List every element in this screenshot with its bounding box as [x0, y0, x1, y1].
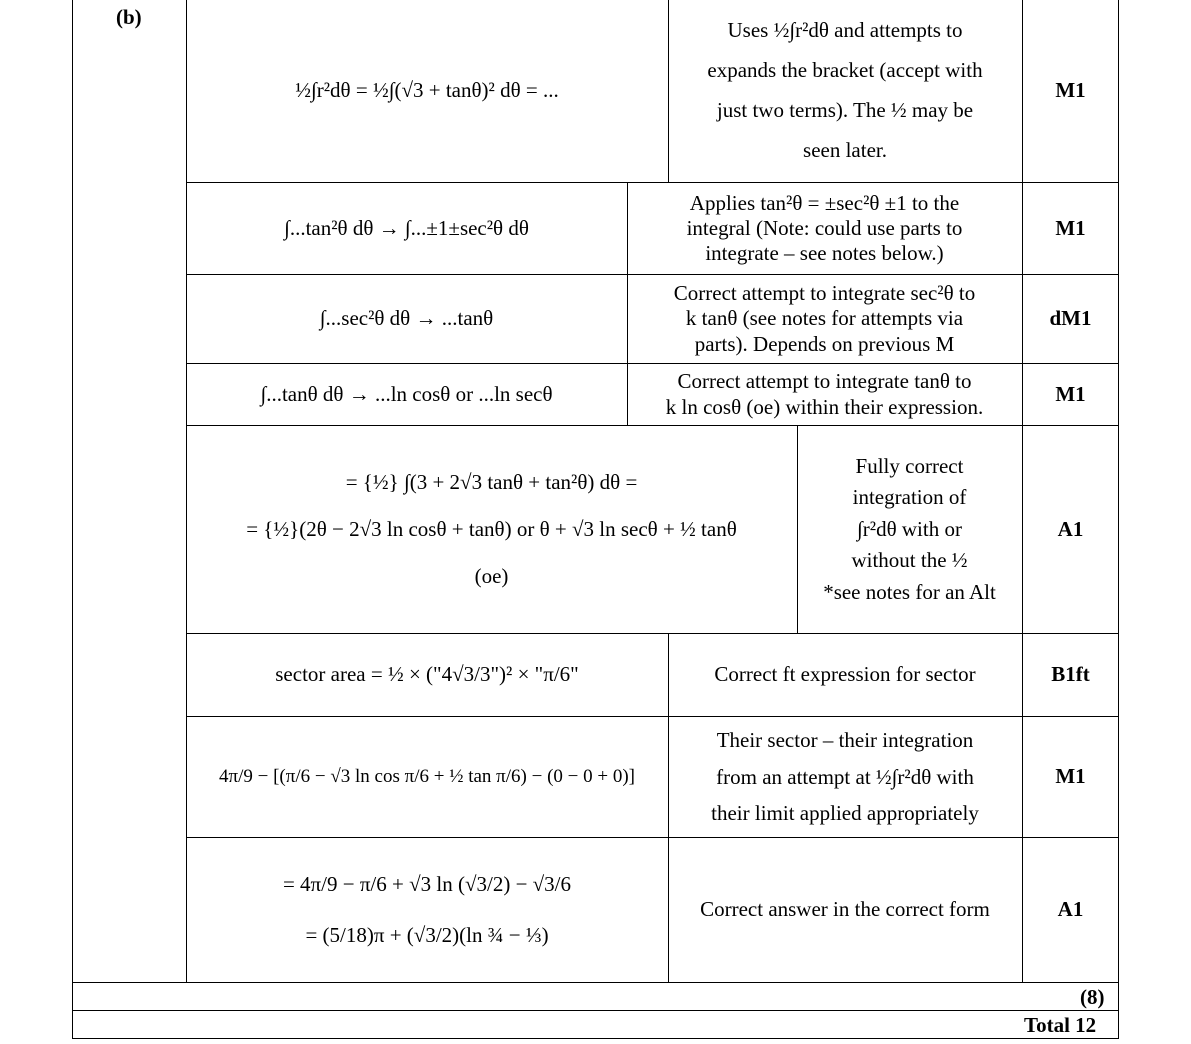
working-row-7: 4π/9 − [(π/6 − √3 ln cos π/6 + ½ tan π/6) − (0 − 0 + 0)] — [219, 765, 635, 787]
right-border — [1118, 0, 1119, 1039]
subtotal-marks: (8) — [1080, 985, 1105, 1009]
table-bottom-divider — [72, 982, 1118, 983]
working-row-5-line-1: = {½} ∫(3 + 2√3 tanθ + tan²θ) dθ = — [345, 469, 638, 494]
note-row-3: Correct attempt to integrate sec²θ to k tanθ (see notes for attempts via parts). Depends on previous M — [673, 281, 976, 356]
total-divider — [72, 1010, 1118, 1011]
working-row-5-line-2: = {½}(2θ − 2√3 ln cosθ + tanθ) or θ + √3 ln secθ + ½ tanθ — [246, 516, 737, 541]
working-row-2: ∫...tan²θ dθ → ∫...±1±sec²θ dθ — [284, 215, 529, 240]
mark-row-7: M1 — [1055, 764, 1086, 789]
mark-row-2: M1 — [1055, 215, 1086, 240]
note-row-7: Their sector – their integration from an attempt at ½∫r²dθ with their limit applied appropriately — [711, 727, 979, 826]
note-row-8: Correct answer in the correct form — [700, 897, 990, 922]
table-bottom-border — [72, 1038, 1118, 1039]
mark-row-1: M1 — [1055, 78, 1086, 103]
working-row-8-line-1: = 4π/9 − π/6 + √3 ln (√3/2) − √3/6 — [282, 871, 572, 896]
note-row-6: Correct ft expression for sector — [714, 662, 976, 687]
mark-row-4: M1 — [1055, 381, 1086, 406]
working-row-4: ∫...tanθ dθ → ...ln cosθ or ...ln secθ — [260, 381, 553, 406]
part-label: (b) — [116, 5, 142, 29]
left-border — [72, 0, 73, 1039]
mark-row-3: dM1 — [1049, 306, 1092, 331]
working-row-5 — [187, 426, 796, 633]
note-row-2: Applies tan²θ = ±sec²θ ±1 to the integral (Note: could use parts to integrate – see notes below.) — [686, 190, 963, 266]
working-row-1: ½∫r²dθ = ½∫(√3 + tanθ)² dθ = ... — [295, 78, 559, 103]
working-row-3: ∫...sec²θ dθ → ...tanθ — [319, 306, 494, 331]
mark-row-6: B1ft — [1051, 662, 1090, 687]
working-row-8 — [187, 838, 667, 982]
working-row-6: sector area = ½ × ("4√3/3")² × "π/6" — [275, 662, 579, 687]
total-marks: Total 12 — [1024, 1013, 1097, 1037]
note-row-5: Fully correct integration of ∫r²dθ with or without the ½ *see notes for an Alt — [823, 453, 996, 604]
working-row-8-line-2: = (5/18)π + (√3/2)(ln ¾ − ⅓) — [305, 923, 549, 947]
mark-row-8: A1 — [1057, 897, 1084, 922]
note-row-4: Correct attempt to integrate tanθ to k ln cosθ (oe) within their expression. — [665, 369, 984, 419]
working-row-5-line-3: (oe) — [474, 564, 509, 589]
note-row-1: Uses ½∫r²dθ and attempts to expands the bracket (accept with just two terms). The ½ may be seen later. — [707, 18, 983, 162]
mark-row-5: A1 — [1057, 516, 1084, 541]
